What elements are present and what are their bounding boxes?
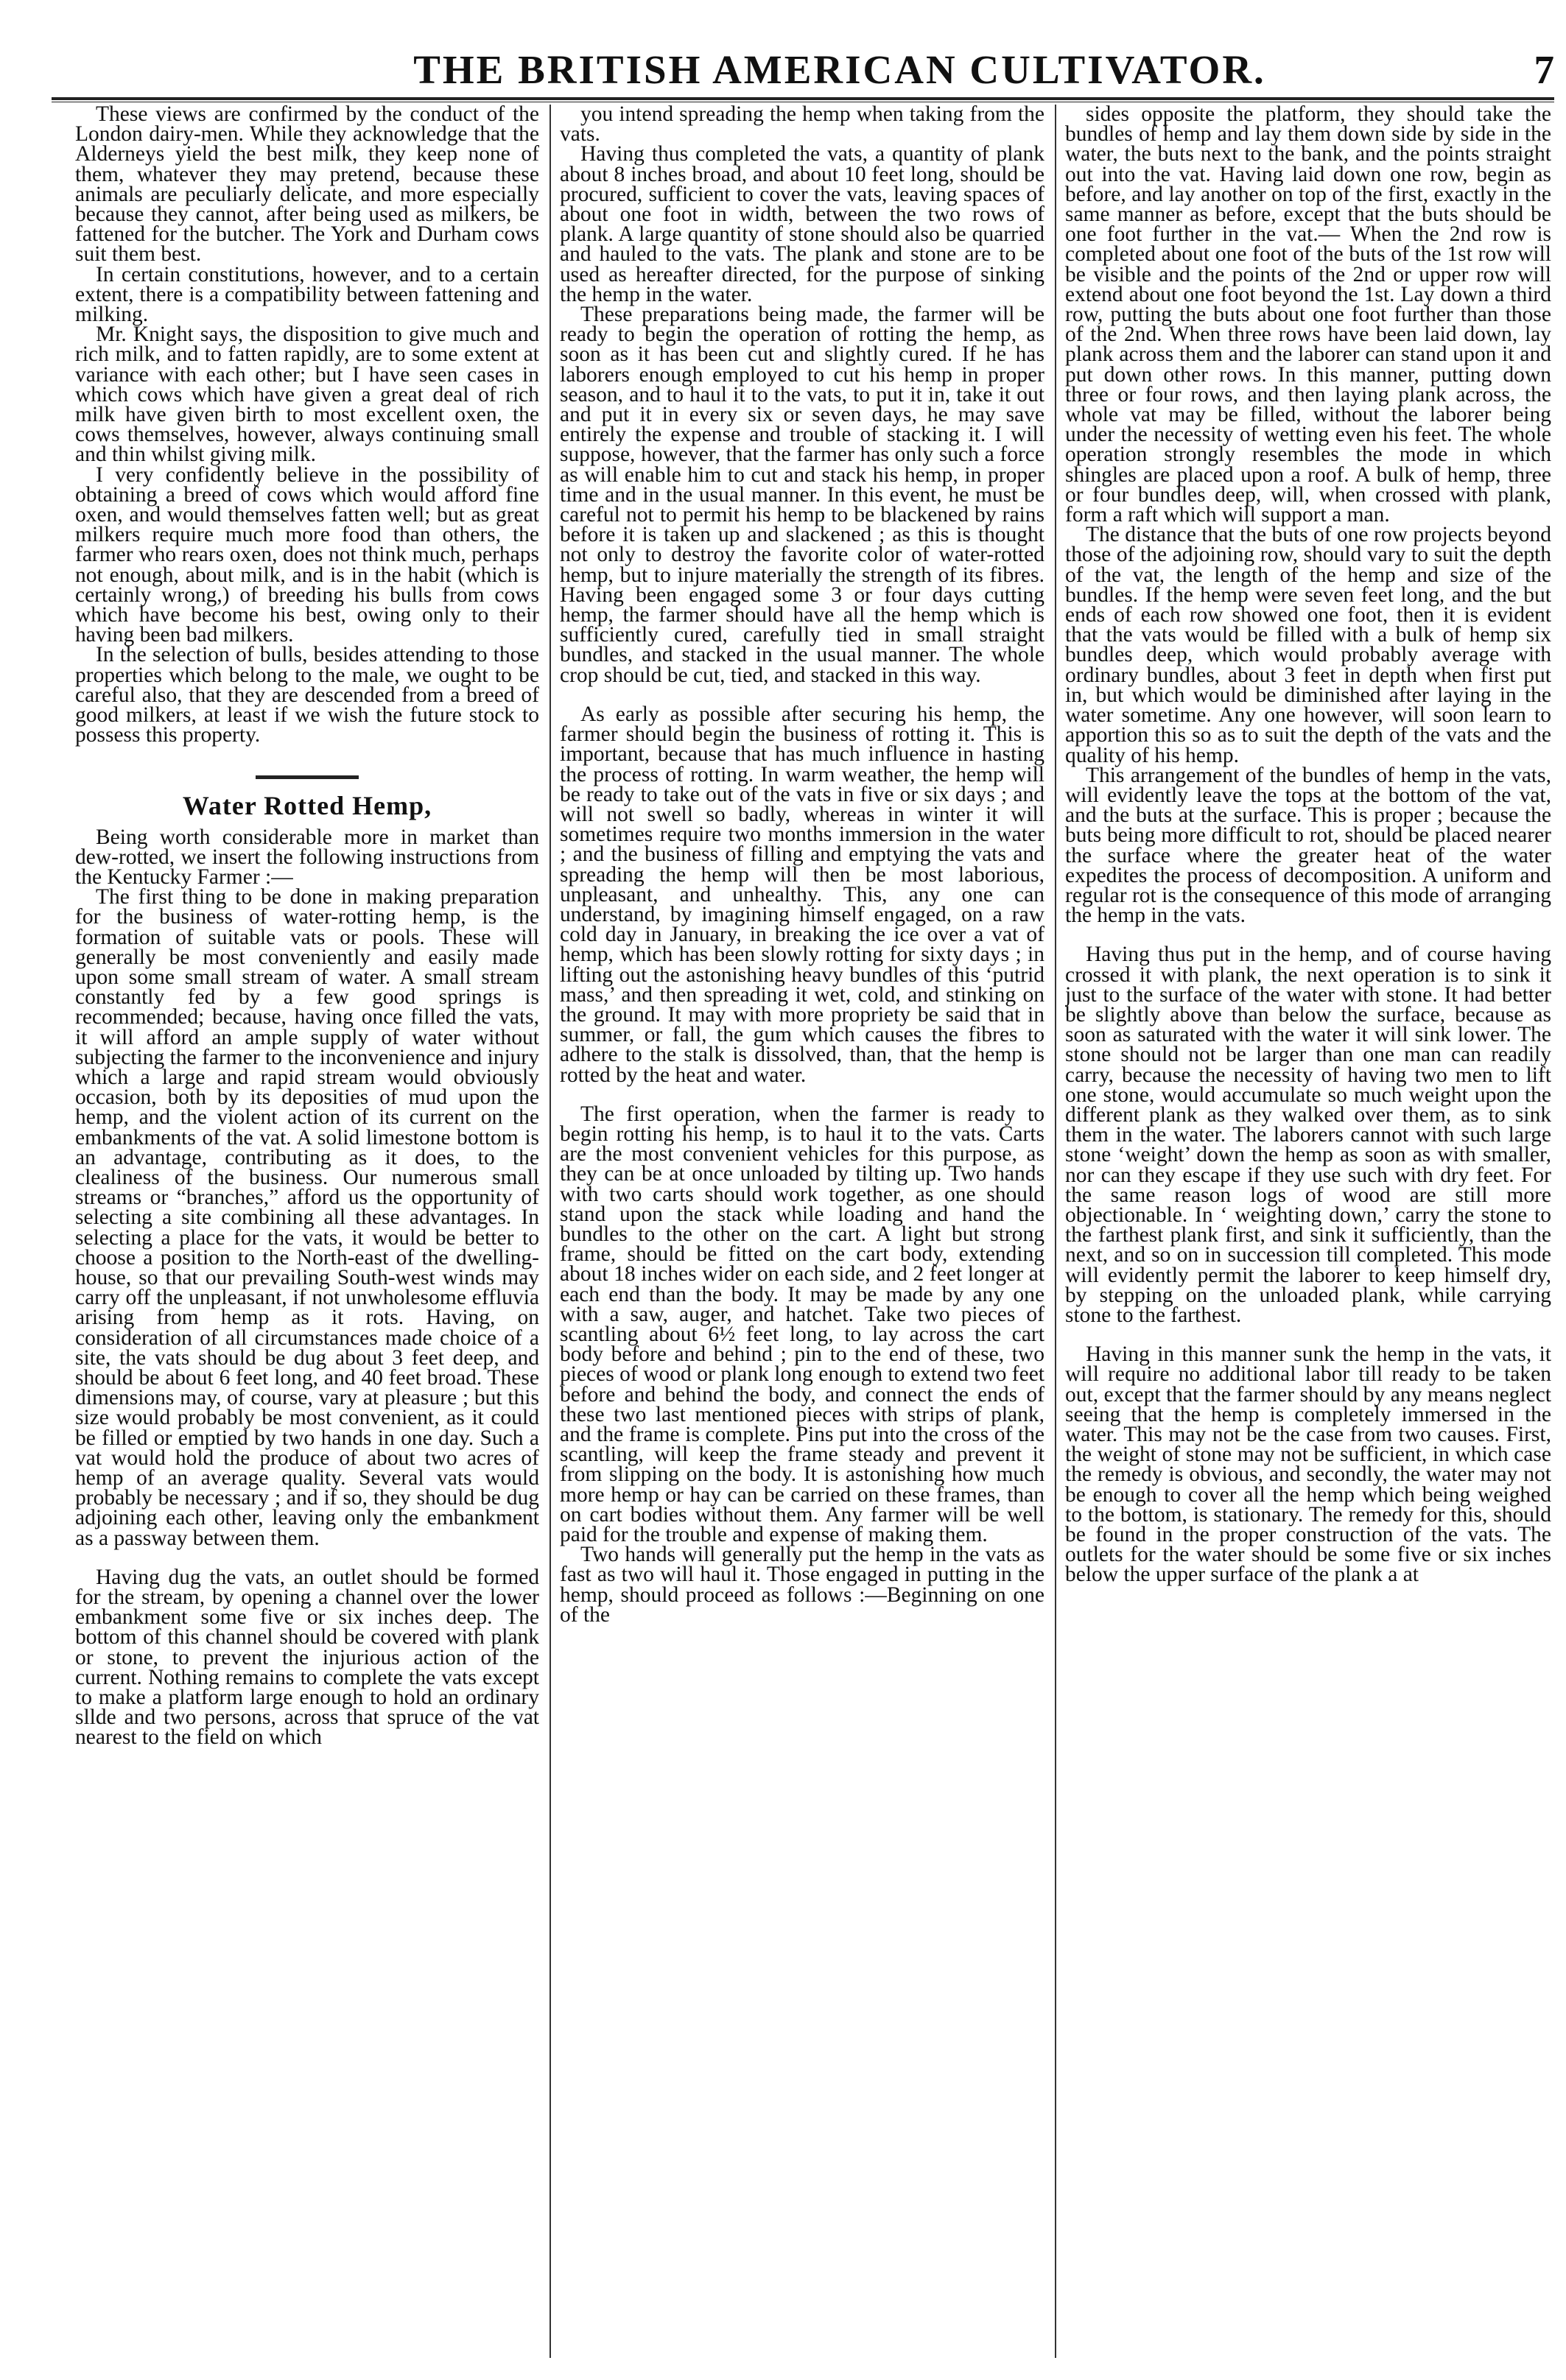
article-paragraph: This arrangement of the bundles of hemp in the vats, will evidently leave the tops at the bottom of the vat, and the buts at the surface. This is proper ; because the buts being more difficult to rot, should be placed nearer the surface where the greater heat of the water expedites the process of decomposition. A uniform and regular rot is the consequence of this mode of arranging the hemp in the vats.: [1065, 763, 1551, 928]
article-paragraph: These preparations being made, the farmer will be ready to begin the operation of rotting the hemp, as soon as it has been cut and slightly cured. If he has laborers enough employed to cut his hemp in proper season, and to haul it to the vats, to put it in, take it out and put it in every six or seven days, he may save entirely the expense and trouble of stacking it. I will suppose, however, that the farmer has only such a force as will enable him to cut and stack his hemp, in proper time and in the usual manner. In this event, he must be careful not to permit his hemp to be blackened by rains before it is taken up and slackened ; as this is thought not only to destroy the favorite color of water-rotted hemp, but to injure materially the strength of its fibres. Having been engaged some 3 or four days cutting hemp, the farmer should have all the hemp which is sufficiently cured, carefully tied in small straight bundles, and stacked in the usual manner. The whole crop should be cut, tied, and stacked in this way.: [560, 303, 1044, 687]
article-paragraph: sides opposite the platform, they should take the bundles of hemp and lay them down side by side in the water, the buts next to the bank, and the points straight out into the vat. Having laid down one row, begin as before, and lay another on top of the first, exactly in the same manner as before, except that the buts should be one foot further in the vat.— When the 2nd row is completed about one foot of the buts of the 1st row will be visible and the points of the 2nd or upper row will extend about one foot beyond the 1st. Lay down a third row, putting the buts about one foot further than those of the 2nd. When three rows have been laid down, lay plank across them and the laborer can stand upon it and put down other rows. In this manner, putting down three or four rows, and then laying plank across, the whole vat may be filled, without the laborer being under the necessity of wetting even his feet. The whole operation strongly resembles the mode in which shingles are placed upon a roof. A bulk of hemp, three or four bundles deep, will, when crossed with plank, form a raft which will support a man.: [1065, 105, 1551, 527]
article-paragraph: The first operation, when the farmer is ready to begin rotting his hemp, is to haul it to the vats. Carts are the most convenient vehicles for this purpose, as they can be at once unloaded by tilting up. Two hands with two carts should work together, as one should stand upon the stack while loading and hand the bundles to the other on the cart. A light but strong frame, should be fitted on the cart body, extending about 18 inches wider on each side, and 2 feet longer at each end than the body. It may be made by any one with a saw, auger, and hatchet. Take two pieces of scantling about 6½ feet long, to lay across the cart body before and behind ; pin to the end of these, two pieces of wood or plank long enough to extend two feet before and behind the body, and connect the ends of these two last mentioned pieces with strips of plank, and the frame is complete. Pins put into the cross of the scantling, will keep the frame steady and prevent it from slipping on the body. It is astonishing how much more hemp or hay can be carried on these frames, than on cart bodies without them. Any farmer will be well paid for the trouble and expense of making them.: [560, 1102, 1044, 1547]
article-paragraph: I very confidently believe in the possibility of obtaining a breed of cows which would afford fine oxen, and would themselves fatten well; but as great milkers require much more food than others, the farmer who rears oxen, does not think much, perhaps not enough, about milk, and is in the habit (which is certainly wrong,) of breeding his bulls from cows which have become his best, owing only to their having been bad milkers.: [75, 462, 539, 647]
article-paragraph: Having thus completed the vats, a quantity of plank about 8 inches broad, and about 10 feet long, should be procured, sufficient to cover the vats, leaving spaces of about one foot in width, between the two rows of plank. A large quantity of stone should also be quarried and hauled to the vats. The plank and stone are to be used as hereafter directed, for the purpose of sinking the hemp in the water.: [560, 142, 1044, 306]
column-divider: [1055, 105, 1056, 2358]
article-paragraph: In the selection of bulls, besides attending to those properties which belong to the male, we ought to be careful also, that they are descended from a breed of good milkers, at least if we wish the future stock to possess this property.: [75, 643, 539, 747]
section-rule: [256, 775, 359, 779]
article-paragraph: In certain constitutions, however, and to a certain extent, there is a compatibility between fattening and milking.: [75, 262, 539, 327]
article-paragraph: The distance that the buts of one row projects beyond those of the adjoining row, should vary to suit the depth of the vat, the length of the hemp and size of the bundles. If the hemp were seven feet long, and the but ends of each row showed one foot, then it is evident that the vats would be filled with a bulk of hemp six bundles deep, which would probably average with ordinary bundles, about 3 feet in depth when first put in, but which would be diminished after laying in the water sometime. Any one however, will soon learn to apportion this so as to suit the depth of the vats and the quality of his hemp.: [1065, 523, 1551, 767]
article-paragraph: you intend spreading the hemp when taking from the vats.: [560, 105, 1044, 147]
article-paragraph: As early as possible after securing his hemp, the farmer should begin the business of rotting it. This is important, because that has much influence in hasting the process of rotting. In warm weather, the hemp will be ready to take out of the vats in five or six days ; and will not swell so badly, whereas in winter it will sometimes require two months immersion in the water ; and the business of filling and emptying the vats and spreading the hemp will then be most laborious, unpleasant, and unhealthy. This, any one can understand, by imagining himself engaged, on a raw cold day in January, in breaking the ice over a vat of hemp, which has been slowly rotting for sixty days ; in lifting out the astonishing heavy bundles of this ‘putrid mass,’ and then spreading it wet, cold, and stinking on the ground. It may with more propriety be said that in summer, or fall, the gum which causes the fibres to adhere to the stalk is dissolved, than, that the hemp is rotted by the heat and water.: [560, 702, 1044, 1087]
page-number: 7: [1534, 47, 1554, 92]
column-divider: [549, 105, 551, 2358]
section-heading: Water Rotted Hemp,: [182, 790, 432, 820]
header-rule: [52, 97, 1554, 100]
article-paragraph: The first thing to be done in making preparation for the business of water-rotting hemp, is the formation of suitable vats or pools. These will generally be most conveniently and easily made upon some small stream of water. A small stream constantly fed by a few good springs is recommended; because, having once filled the vats, it will afford an ample supply of water without subjecting the farmer to the inconvenience and injury which a large and rapid stream would obviously occasion, both by its deposities of mud upon the hemp, and the violent action of its current on the embankments of the vat. A solid limestone bottom is an advantage, contributing as it does, to the clealiness of the business. Our numerous small streams or “branches,” afford us the opportunity of selecting a site combining all these advantages. In selecting a place for the vats, it would be better to choose a position to the North-east of the dwelling-house, so that our prevailing South-west winds may carry off the unpleasant, if not unwholesome effluvia arising from hemp as it rots. Having, on consideration of all circumstances made choice of a site, the vats should be dug about 3 feet deep, and should be about 6 feet long, and 40 feet broad. These dimensions may, of course, vary at pleasure ; but this size would probably be most convenient, as it could be filled or emptied by two hands in one day. Such a vat would hold the produce of about two acres of hemp of an average quality. Several vats would probably be necessary ; and if so, they should be dug adjoining each other, leaving only the embankment as a passway between them.: [75, 885, 539, 1550]
page-header-title: THE BRITISH AMERICAN CULTIVATOR.: [413, 47, 1266, 92]
column-1: [75, 105, 539, 2365]
column-2: [560, 105, 1044, 2365]
article-paragraph: Having dug the vats, an outlet should be formed for the stream, by opening a channel over the lower embankment some five or six inches deep. The bottom of this channel should be covered with plank or stone, to prevent the injurious action of the current. Nothing remains to complete the vats except to make a platform large enough to hold an ordinary sllde and two persons, across that spruce of the vat nearest to the field on which: [75, 1565, 539, 1750]
article-paragraph: These views are confirmed by the conduct of the London dairy-men. While they acknowledge that the Alderneys yield the best milk, they keep none of them, whatever they may pretend, because these animals are peculiarly delicate, and more especially because they cannot, after being used as milkers, be fattened for the butcher. The York and Durham cows suit them best.: [75, 105, 539, 267]
article-paragraph: Having in this manner sunk the hemp in the vats, it will require no additional labor till ready to be taken out, except that the farmer should by any means neglect seeing that the hemp is completely immersed in the water. This may not be the case from two causes. First, the weight of stone may not be sufficient, in which case the remedy is obvious, and secondly, the water may not be enough to cover all the hemp which being weighed to the bottom, is stationary. The remedy for this, should be found in the proper construction of the vats. The outlets for the water should be some five or six inches below the upper surface of the plank a at: [1065, 1342, 1551, 1587]
article-paragraph: Being worth considerable more in market than dew-rotted, we insert the following instructions from the Kentucky Farmer :—: [75, 825, 539, 889]
article-paragraph: Mr. Knight says, the disposition to give much and rich milk, and to fatten rapidly, are to some extent at variance with each other; but I have seen cases in which cows which have given a great deal of rich milk have given birth to most excellent oxen, the cows themselves, however, always continuing small and thin whilst giving milk.: [75, 323, 539, 467]
article-paragraph: Having thus put in the hemp, and of course having crossed it with plank, the next operation is to sink it just to the surface of the water with stone. It had better be slightly above than below the surface, because as soon as saturated with the water it will sink lower. The stone should not be larger than one man can readily carry, because the necessity of having two men to lift one stone, would accumulate so much weight upon the different plank as they walked over them, as to sink them in the water. The laborers cannot with such large stone ‘weight’ down the hemp as soon as with smaller, nor can they escape if they use such with dry feet. For the same reason logs of wood are still more objectionable. In ‘ weighting down,’ carry the stone to the farthest plank first, and sink it sufficiently, than the next, and so on in succession till completed. This mode will evidently permit the laborer to keep himself dry, by stepping on the unloaded plank, while carrying stone to the farthest.: [1065, 943, 1551, 1327]
column-3: [1065, 105, 1551, 2365]
article-paragraph: Two hands will generally put the hemp in the vats as fast as two will haul it. Those engaged in putting in the hemp, should proceed as follows :—Beginning on one of the: [560, 1543, 1044, 1627]
